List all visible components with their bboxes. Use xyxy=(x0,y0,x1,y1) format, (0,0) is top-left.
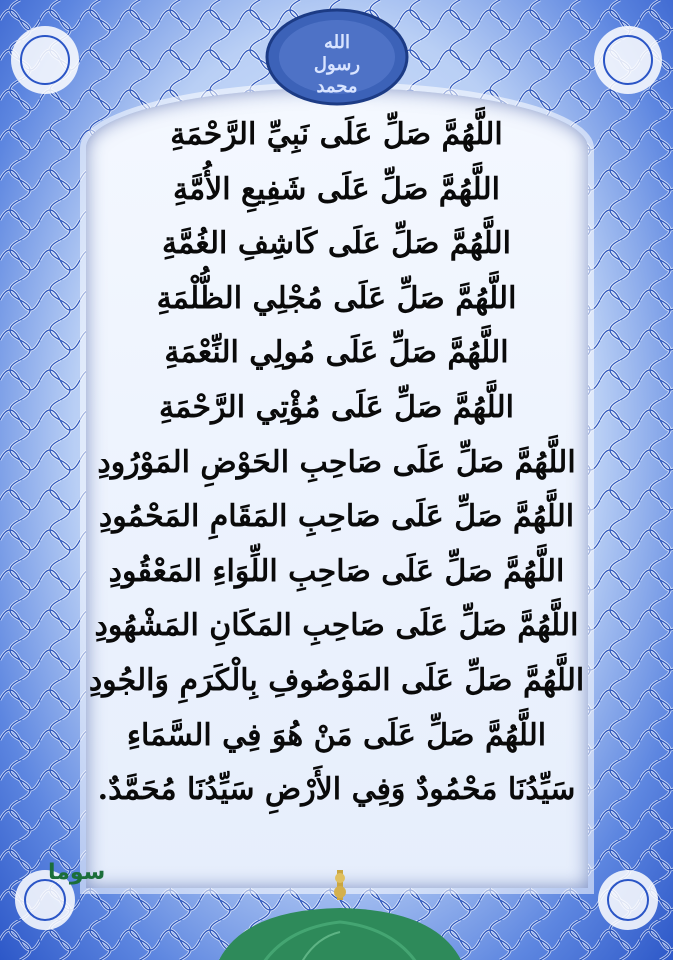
prayer-line: اللَّهُمَّ صَلِّ عَلَى صَاحِبِ المَقَامِ المَحْمُودِ xyxy=(98,499,575,535)
prophet-seal-icon xyxy=(262,6,412,108)
prayer-text xyxy=(40,108,633,818)
prayer-line: اللَّهُمَّ صَلِّ عَلَى مُولِي النِّعْمَةِ xyxy=(164,335,509,371)
prayer-line: اللَّهُمَّ صَلِّ عَلَى نَبِيِّ الرَّحْمَةِ xyxy=(170,117,503,152)
prayer-line: اللَّهُمَّ صَلِّ عَلَى مَنْ هُوَ فِي السَّمَاءِ xyxy=(126,717,547,753)
svg-text:رسول: رسول xyxy=(313,54,361,75)
svg-text:الله: الله xyxy=(323,32,351,53)
svg-text:محمد: محمد xyxy=(316,76,358,97)
prayer-line: سَيِّدُنَا مَحْمُودٌ وَفِي الأَرْضِ سَيِّدُنَا مُحَمَّدٌ. xyxy=(97,772,576,808)
prayer-line: اللَّهُمَّ صَلِّ عَلَى مُجْلِي الظُّلْمَةِ xyxy=(156,280,517,316)
prayer-line: اللَّهُمَّ صَلِّ عَلَى مُؤْتِي الرَّحْمَةِ xyxy=(159,389,514,425)
prayer-line: اللَّهُمَّ صَلِّ عَلَى المَوْصُوفِ بِالْكَرَمِ وَالجُودِ xyxy=(88,662,585,698)
prayer-line: اللَّهُمَّ صَلِّ عَلَى شَفِيعِ الأُمَّةِ xyxy=(173,171,500,207)
prayer-line: اللَّهُمَّ صَلِّ عَلَى صَاحِبِ اللِّوَاءِ المَعْقُودِ xyxy=(108,553,565,589)
green-dome-icon xyxy=(190,870,490,960)
prayer-line: اللَّهُمَّ صَلِّ عَلَى صَاحِبِ الحَوْضِ المَوْرُودِ xyxy=(97,444,576,480)
prayer-line: اللَّهُمَّ صَلِّ عَلَى كَاشِفِ الغُمَّةِ xyxy=(162,226,511,262)
prayer-line: اللَّهُمَّ صَلِّ عَلَى صَاحِبِ المَكَانِ المَشْهُودِ xyxy=(94,608,579,644)
signature: سوما xyxy=(48,860,106,885)
